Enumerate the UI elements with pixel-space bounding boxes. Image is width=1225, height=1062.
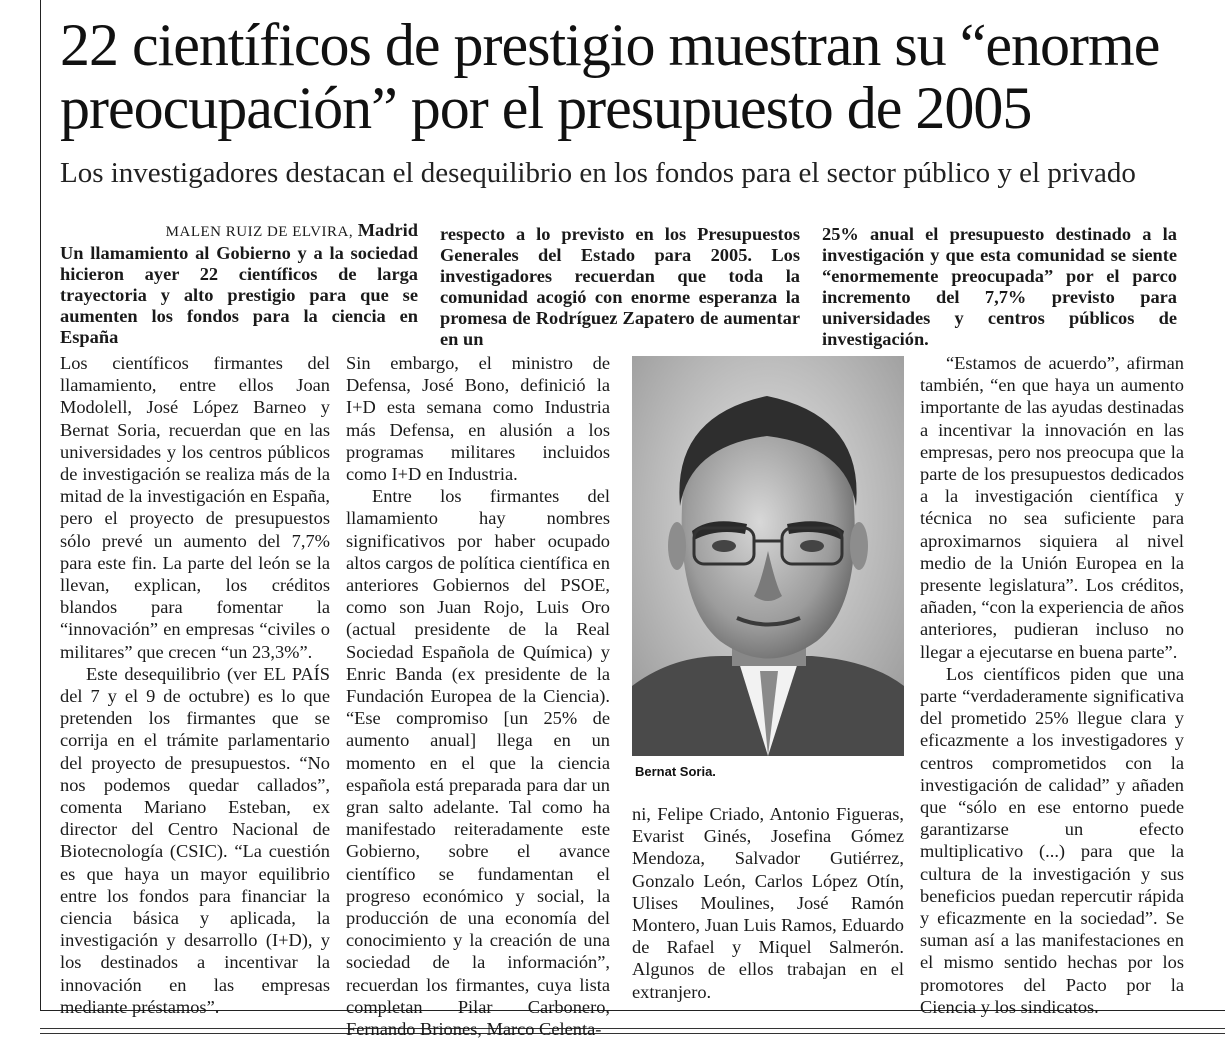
body-column-2 xyxy=(346,352,610,1040)
paragraph: “Estamos de acuerdo”, afirman también, “en que haya un aumento importante de las ayudas destinadas a incentivar la innovación en las empresas, pero nos preocupa que la parte de los presupuestos dedicados a la investigación científica y técnica no sea suficiente para aproximarnos siquiera al nivel medio de la Unión Europea en la presente legislatura”. Los créditos, añaden, “con la experiencia de años anteriores, pudieran incluso no llegar a ejecutarse en buena parte”. xyxy=(920,353,1184,662)
portrait-photo xyxy=(632,356,904,756)
footer-rule xyxy=(40,1033,1225,1034)
lead-text: Un llamamiento al Gobierno y a la sociedad hicieron ayer 22 científicos de larga trayectoria y alto prestigio para que se aumenten los fondos para la ciencia en España xyxy=(60,243,418,347)
subheadline: Los investigadores destacan el desequilibrio en los fondos para el sector público y el privado xyxy=(60,157,1136,189)
frame-left-border xyxy=(40,0,41,1010)
byline-author: MALEN RUIZ DE ELVIRA, xyxy=(165,224,354,240)
paragraph: ni, Felipe Criado, Antonio Figueras, Evarist Ginés, Josefina Gómez Mendoza, Salvador Gutiérrez, Gonzalo León, Carlos López Otín, Ulises Moulines, José Ramón Montero, Juan Luis Ramos, Eduardo de Rafael y Miquel Salmerón. Algunos de ellos trabajan en el extranjero. xyxy=(632,804,904,1002)
paragraph: Los científicos firmantes del llamamiento, entre ellos Joan Modolell, José López Barneo y Bernat Soria, recuerdan que en las universidades y los centros públicos de investigación se realiza más de la mitad de la investigación en España, pero el proyecto de presupuestos sólo prevé un aumento del 7,7% para este fin. La parte del león se la llevan, explican, los créditos blandos para fomentar la “innovación” en empresas “civiles o militares” que crecen “un 23,3%”. xyxy=(60,353,330,662)
paragraph: Este desequilibrio (ver EL PAÍS del 7 y el 9 de octubre) es lo que pretenden los firmantes que se corrija en el trámite parlamentario del proyecto de presupuestos. “No nos podemos quedar callados”, comenta Mariano Esteban, ex director del Centro Nacional de Biotecnología (CSIC). “La cuestión es que haya un mayor equilibrio entre los fondos para financiar la ciencia básica y aplicada, la investigación y desarrollo (I+D), y los destinados a incentivar la innovación en las empresas mediante préstamos”. xyxy=(60,663,330,1017)
byline-city: Madrid xyxy=(357,220,418,240)
body-column-4 xyxy=(920,352,1184,1018)
paragraph: Los científicos piden que una parte “verdaderamente significativa del prometido 25% llegue clara y eficazmente a los investigadores y centros comprometidos con la investigación de calidad” y añaden que “sólo en ese entorno puede garantizarse un efecto multiplicativo (...) para que la cultura de la investigación y sus beneficios puedan repercutir rápida y eficazmente en la sociedad”. Se suman así a las manifestaciones en el mismo sentido hechas por los promotores del Pacto por la Ciencia y los sindicatos. xyxy=(920,663,1184,1017)
body-column-1 xyxy=(60,352,330,1018)
body-column-3 xyxy=(632,803,904,1003)
photo-caption: Bernat Soria. xyxy=(635,764,716,779)
byline xyxy=(60,220,418,243)
lead-column-1 xyxy=(60,220,418,348)
portrait-image xyxy=(632,356,904,756)
headline: 22 científicos de prestigio muestran su “enorme preocupación” por el presupuesto de 2005 xyxy=(60,12,1160,141)
paragraph: Sin embargo, el ministro de Defensa, José Bono, definició la I+D esta semana como Industria más Defensa, en alusión a los programas militares incluidos como I+D en Industria. xyxy=(346,353,610,485)
paragraph: Entre los firmantes del llamamiento hay nombres significativos por haber ocupado altos cargos de política científica en anteriores Gobiernos del PSOE, como son Juan Rojo, Luis Oro (actual presidente de la Real Sociedad Española de Química) y Enric Banda (ex presidente de la Fundación Europea de la Ciencia). “Ese compromiso [un 25% de aumento anual] llega en un momento en el que la ciencia española está preparada para dar un gran salto adelante. Tal como ha manifestado reiteradamente este Gobierno, sobre el avance científico se fundamentan el progreso económico y social, la producción de una economía del conocimiento y la creación de una sociedad de la información”, recuerdan los firmantes, cuya lista completan Pilar Carbonero, Fernando Briones, Marco Celenta- xyxy=(346,486,610,1040)
lead-column-3: 25% anual el presupuesto destinado a la investigación y que esta comunidad se siente “enormemente preocupada” por el parco incremento del 7,7% previsto para universidades y centros públicos de investigación. xyxy=(822,224,1177,349)
footer-rule xyxy=(40,1028,1225,1029)
lead-column-2: respecto a lo previsto en los Presupuestos Generales del Estado para 2005. Los investigadores recuerdan que toda la comunidad acogió con enorme esperanza la promesa de Rodríguez Zapatero de aumentar en un xyxy=(440,224,800,349)
